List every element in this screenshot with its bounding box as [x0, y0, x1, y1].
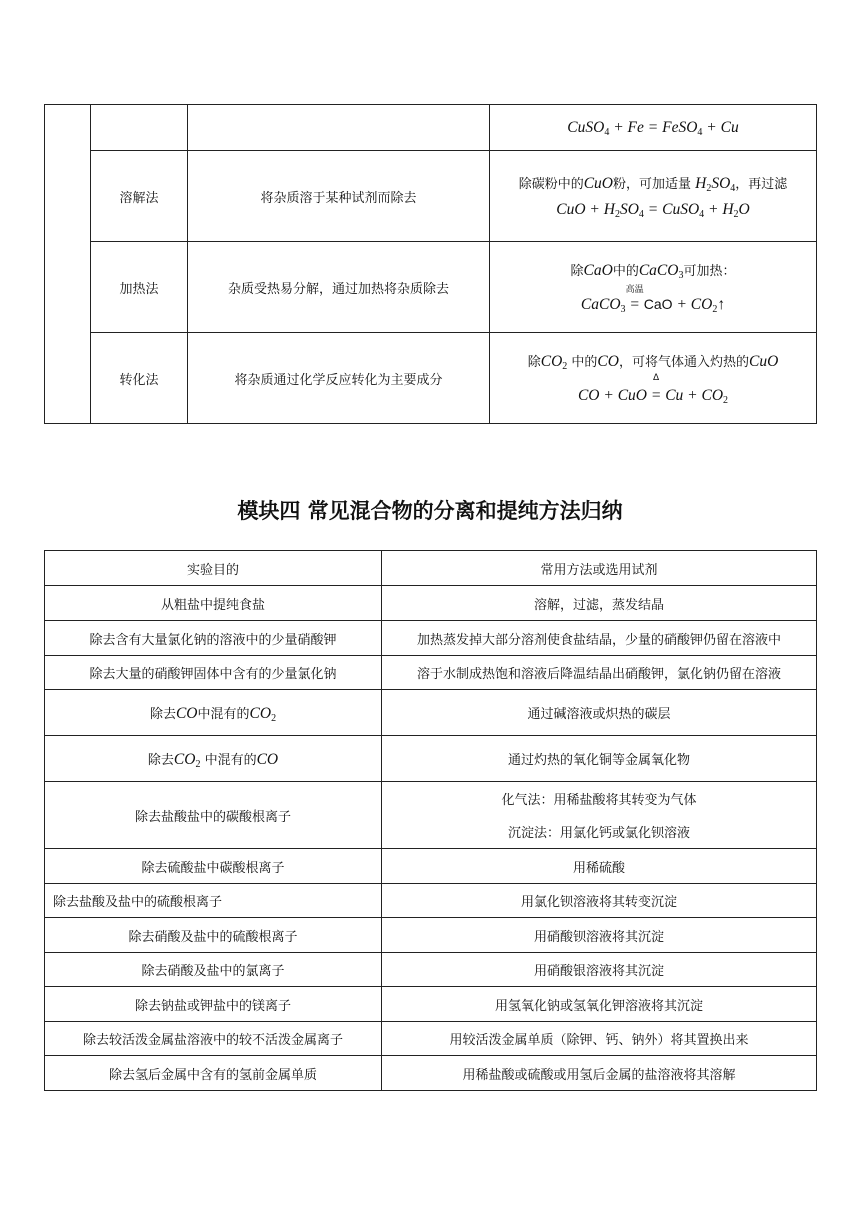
purpose-cell: 除去硝酸及盐中的氯离子	[45, 953, 382, 987]
method-cell	[382, 782, 817, 849]
method-line: 沉淀法：用氯化钙或氯化钡溶液	[507, 826, 690, 841]
method-cell: 用稀硫酸	[382, 849, 817, 884]
method-cell: 用较活泼金属单质（除钾、钙、钠外）将其置换出来	[382, 1022, 817, 1056]
purpose-cell: 除去$CO_2$ 中混有的CO	[45, 736, 382, 782]
method-cell: 用氢氧化钠或氢氧化钾溶液将其沉淀	[382, 987, 817, 1022]
purpose-cell: 除去盐酸盐中的碳酸根离子	[45, 782, 382, 849]
method-cell: 加热蒸发掉大部分溶剂使食盐结晶，少量的硝酸钾仍留在溶液中	[382, 621, 817, 656]
principle-cell: 杂质受热易分解，通过加热将杂质除去	[188, 242, 490, 333]
example-text: 除$CO_2$ 中的CO，可将气体通入灼热的CuO	[527, 353, 779, 372]
method-line: 化气法：用稀盐酸将其转变为气体	[501, 793, 697, 808]
method-cell: 用硝酸钡溶液将其沉淀	[382, 918, 817, 953]
example-text: 除碳粉中的CuO粉，可加适量 $H_2SO_4$，再过滤	[518, 175, 788, 194]
purpose-cell: 从粗盐中提纯食盐	[45, 586, 382, 621]
section-title: 模块四 常见混合物的分离和提纯方法归纳	[237, 499, 623, 523]
table-row	[45, 621, 817, 656]
purpose-cell: 除去硝酸及盐中的硫酸根离子	[45, 918, 382, 953]
purpose-cell: 除去较活泼金属盐溶液中的较不活泼金属离子	[45, 1022, 382, 1056]
table-row	[45, 1056, 817, 1091]
separation-methods-table	[44, 550, 817, 1091]
example-cell	[490, 333, 817, 424]
table-row	[45, 736, 817, 782]
purpose-cell: 除去大量的硝酸钾固体中含有的少量氯化钠	[45, 656, 382, 690]
method-cell: 加热法	[91, 242, 188, 333]
table-row	[45, 953, 817, 987]
method-cell: 转化法	[91, 333, 188, 424]
method-cell: 溶解法	[91, 151, 188, 242]
table-row	[45, 151, 817, 242]
method-cell: 通过碱溶液或炽热的碳层	[382, 690, 817, 736]
purpose-cell: 除去硫酸盐中碳酸根离子	[45, 849, 382, 884]
example-cell	[490, 242, 817, 333]
table-row	[45, 782, 817, 849]
merged-category-cell	[45, 105, 91, 424]
equation-cell	[490, 105, 817, 151]
equation-caco3-decomposition: CaCO$_3$ 高温 = CaO + $CO_2↑$	[580, 285, 726, 315]
purpose-cell: 除去盐酸及盐中的硫酸根离子	[45, 884, 382, 918]
method-cell	[91, 105, 188, 151]
table-row	[45, 586, 817, 621]
method-cell: 用硝酸银溶液将其沉淀	[382, 953, 817, 987]
table-row	[45, 884, 817, 918]
table-row	[45, 918, 817, 953]
example-text: 除CaO中的CaCO$_3$可加热：	[570, 262, 736, 281]
purpose-cell: 除去氢后金属中含有的氢前金属单质	[45, 1056, 382, 1091]
header-purpose: 实验目的	[45, 551, 382, 586]
method-cell: 通过灼热的氧化铜等金属氧化物	[382, 736, 817, 782]
method-cell: 溶于水制成热饱和溶液后降温结晶出硝酸钾，氯化钠仍留在溶液	[382, 656, 817, 690]
method-cell: 溶解，过滤，蒸发结晶	[382, 586, 817, 621]
principle-cell: 将杂质通过化学反应转化为主要成分	[188, 333, 490, 424]
table-row	[45, 1022, 817, 1056]
principle-cell: 将杂质溶于某种试剂而除去	[188, 151, 490, 242]
table-row	[45, 656, 817, 690]
principle-cell	[188, 105, 490, 151]
table-row	[45, 849, 817, 884]
table-header-row	[45, 551, 817, 586]
table-row	[45, 987, 817, 1022]
purpose-cell: 除去CO中混有的$CO_2$	[45, 690, 382, 736]
header-method: 常用方法或选用试剂	[382, 551, 817, 586]
purpose-cell: 除去钠盐或钾盐中的镁离子	[45, 987, 382, 1022]
table-row	[45, 690, 817, 736]
method-cell: 用氯化钡溶液将其转变沉淀	[382, 884, 817, 918]
equation-co-cuo: CO + CuO Δ = $Cu + CO_2$	[577, 373, 729, 406]
table-row	[45, 242, 817, 333]
purpose-cell: 除去含有大量氯化钠的溶液中的少量硝酸钾	[45, 621, 382, 656]
purification-methods-table	[44, 104, 817, 424]
equation-cuo-h2so4: CuO + $H_2SO_4$ = CuSO$_4$ + $H_2O$	[556, 201, 750, 220]
method-cell: 用稀盐酸或硫酸或用氢后金属的盐溶液将其溶解	[382, 1056, 817, 1091]
table-row	[45, 333, 817, 424]
example-cell	[490, 151, 817, 242]
table-row	[45, 105, 817, 151]
equation-cuso4-fe: CuSO$_4$ + Fe = FeSO$_4$ + Cu	[567, 118, 739, 138]
